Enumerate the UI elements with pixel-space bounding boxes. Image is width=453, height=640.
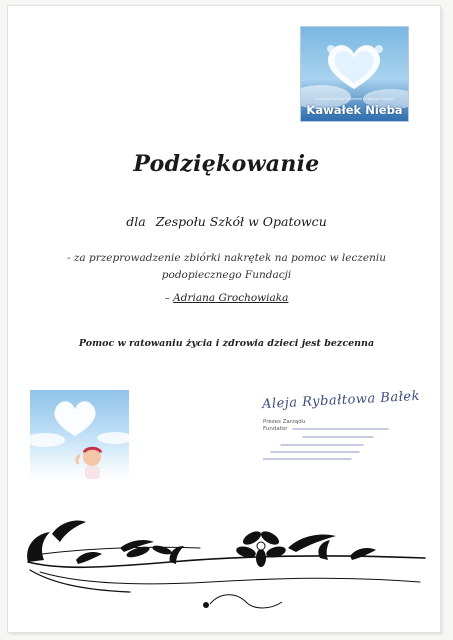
child-figure-icon xyxy=(77,447,102,479)
description-line-2: podopiecznego Fundacji xyxy=(161,269,292,281)
author-line xyxy=(0,292,453,304)
author-name: Adriana Grochowiaka xyxy=(173,292,289,304)
role-founder: Fundator xyxy=(263,426,288,432)
foundation-logo xyxy=(300,26,409,122)
cloud-heart-icon xyxy=(54,401,95,436)
recipient-prefix: dla xyxy=(126,214,146,229)
leaf-spray-icon xyxy=(120,535,336,553)
flower-icon xyxy=(235,529,287,567)
recipient-line xyxy=(0,214,453,229)
author-dash: – xyxy=(164,292,170,304)
description-line-1: - za przeprowadzenie zbiórki nakrętek na pomoc w leczeniu xyxy=(66,252,387,264)
logo-name: Kawałek Nieba xyxy=(306,103,403,117)
logo-subtitle: Fundacja Pomocy Dzieciom i Chorym Osobom xyxy=(314,97,395,101)
page-title: Podziękowanie xyxy=(133,151,320,177)
floral-ornament xyxy=(20,492,430,622)
recipient-name: Zespołu Szkół w Opatowcu xyxy=(155,214,327,229)
role-board: Prezes Zarządu xyxy=(263,419,306,425)
child-photo xyxy=(30,390,129,479)
motto: Pomoc w ratowaniu życia i zdrowia dzieci jest bezcenna xyxy=(78,338,375,349)
signature: Aleja Rybałtowa Bałek xyxy=(261,388,421,413)
